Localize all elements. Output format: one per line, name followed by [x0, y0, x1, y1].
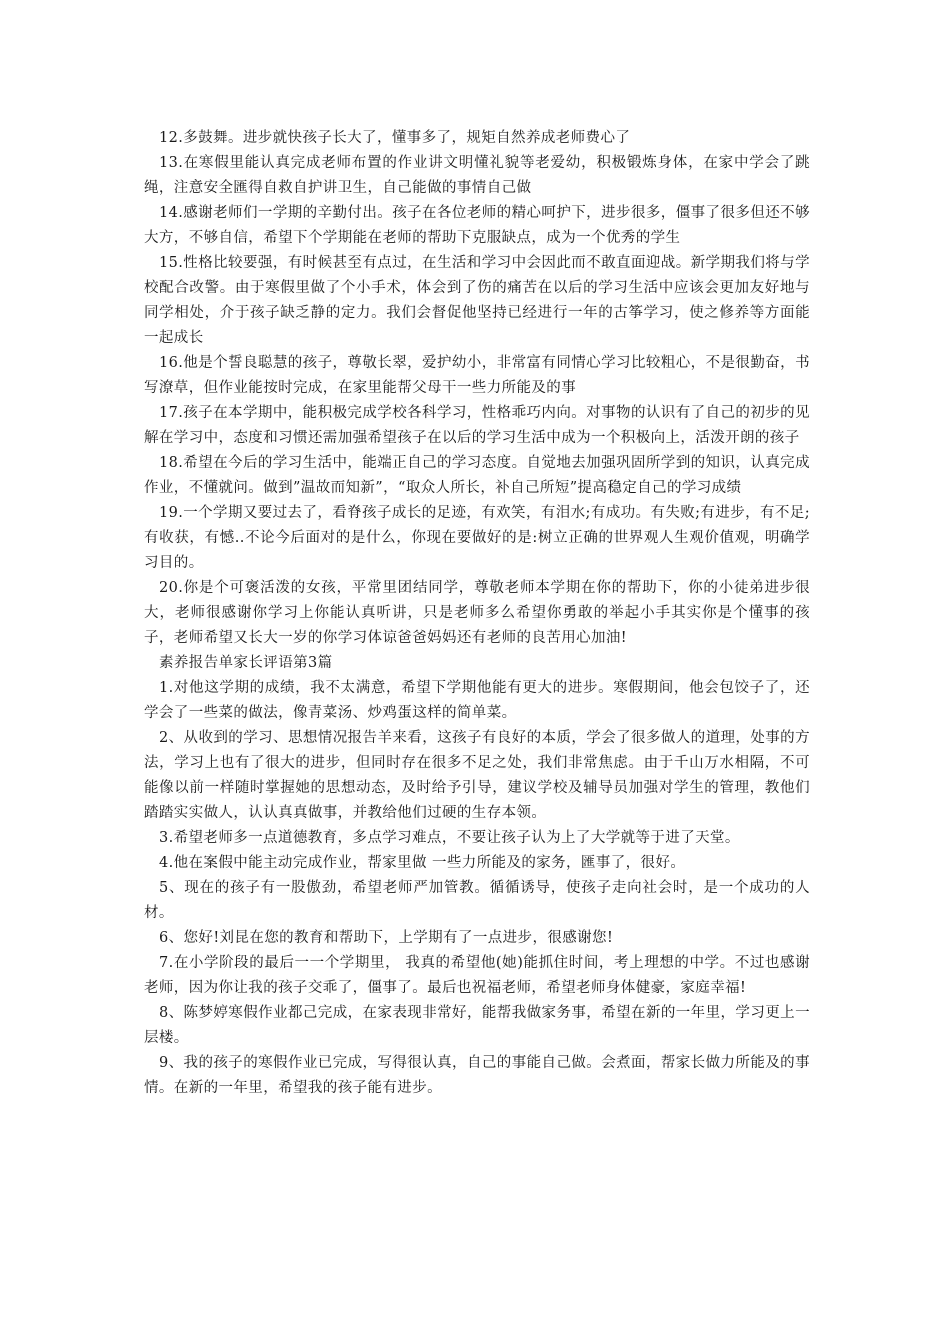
paragraph-15: 15.性格比较要强，有时候甚至有点过，在生活和学习中会因此而不敢直面迎战。新学期我们将与学校配合改警。由于寒假里做了个小手术，体会到了伤的痛苦在以后的学习生活中应该会更加友好地与同学相处，介于孩子缺乏静的定力。我们会督促他坚持已经进行一年的古筝学习，使之修养等方面能一起成长	[144, 255, 810, 346]
paragraph-17: 17.孩子在本学期中，能积极完成学校各科学习，性格乖巧内向。对事物的认识有了自己的初步的见解在学习中，态度和习惯还需加强希望孩子在以后的学习生活中成为一个积极向上，活泼开朗的孩子	[144, 405, 810, 446]
section-paragraph-7: 7.在小学阶段的最后一一个学期里， 我真的希望他(她)能抓住时间，考上理想的中学。不过也感谢老师，因为你让我的孩子交乖了，僵事了。最后也祝福老师，希望老师身体健豪，家庭幸福!	[144, 955, 810, 996]
paragraph-20: 20.你是个可褒活泼的女孩，平常里团结同学，尊敬老师本学期在你的帮助下，你的小徒弟进步很大，老师很感谢你学习上你能认真听讲，只是老师多么希望你勇敢的举起小手其实你是个懂事的孩子，老师希望又长大一岁的你学习体谅爸爸妈妈还有老师的良苦用心加油!	[144, 580, 810, 646]
section-paragraph-2: 2、从收到的学习、思想情况报告羊来看，这孩子有良好的本质，学会了很多做人的道理，处事的方法，学习上也有了很大的进步，但同时存在很多不足之处，我们非常焦虑。由于千山万水相隔，不可能像以前一样随时掌握她的思想动态，及时给予引导，建议学校及辅导员加强对学生的管理，教他们踏踏实实做人，认认真真做事，并教给他们过硬的生存本领。	[144, 730, 810, 821]
paragraph-14: 14.感谢老师们一学期的辛勤付出。孩子在各位老师的精心呵护下，进步很多，僵事了很多但还不够大方，不够自信，希望下个学期能在老师的帮助下克服缺点，成为一个优秀的学生	[144, 205, 810, 246]
section-paragraph-8: 8、陈梦婷寒假作业都己完成，在家表现非常好，能帮我做家务事，希望在新的一年里，学习更上一层楼。	[144, 1005, 810, 1046]
section-paragraph-6: 6、您好!刘昆在您的教育和帮助下，上学期有了一点进步，很感谢您!	[159, 930, 614, 946]
paragraph-18: 18.希望在今后的学习生活中，能端正自己的学习态度。自觉地去加强巩固所学到的知识，认真完成作业，不懂就问。做到”温故而知新”，“取众人所长，补自己所短”提高稳定自己的学习成绩	[144, 455, 810, 496]
paragraph-13: 13.在寒假里能认真完成老师布置的作业讲文明懂礼貌等老爱幼，积极锻炼身体，在家中学会了跳绳，注意安全匯得自救自护讲卫生，自己能做的事情自己做	[144, 155, 810, 196]
section-heading: 素养报告单家长评语第3篇	[159, 655, 333, 671]
paragraph-19: 19.一个学期又要过去了，看脊孩子成长的足迹，有欢笑，有泪水;有成功。有失败;有进步，有不足;有收获，有憾..不论今后面对的是什么，你现在要做好的是:树立正确的世界观人生观价值观，明确学习目的。	[144, 505, 811, 571]
section-paragraph-9: 9、我的孩子的寒假作业已完成，写得很认真，自己的事能自己做。会煮面，帮家长做力所能及的事情。在新的一年里，希望我的孩子能有进步。	[144, 1055, 810, 1096]
section-paragraph-5: 5、现在的孩子有一股傲劲，希望老师严加管教。循循诱导，使孩子走向社会时，是一个成功的人材。	[144, 880, 810, 921]
section-paragraph-1: 1.对他这学期的成绩，我不太满意，希望下学期他能有更大的进步。寒假期间，他会包饺子了，还学会了一些菜的做法，像青菜汤、炒鸡蛋这样的简单菜。	[144, 680, 810, 721]
document-page	[144, 126, 810, 1101]
section-paragraph-3: 3.希望老师多一点道德教育，多点学习难点，不要让孩子认为上了大学就等于进了天堂。	[159, 830, 740, 846]
section-paragraph-4: 4.他在案假中能主动完成作业，帮家里做 一些力所能及的家务，匯事了，很好。	[159, 855, 686, 871]
paragraph-16: 16.他是个誓良聪慧的孩子，尊敬长翠，爱护幼小，非常富有同情心学习比较粗心，不是很勤奋，书写潦草，但作业能按时完成，在家里能帮父母干一些力所能及的事	[144, 355, 810, 396]
paragraph-12: 12.多鼓舞。进步就快孩子长大了，懂事多了，规矩自然养成老师费心了	[159, 130, 631, 146]
